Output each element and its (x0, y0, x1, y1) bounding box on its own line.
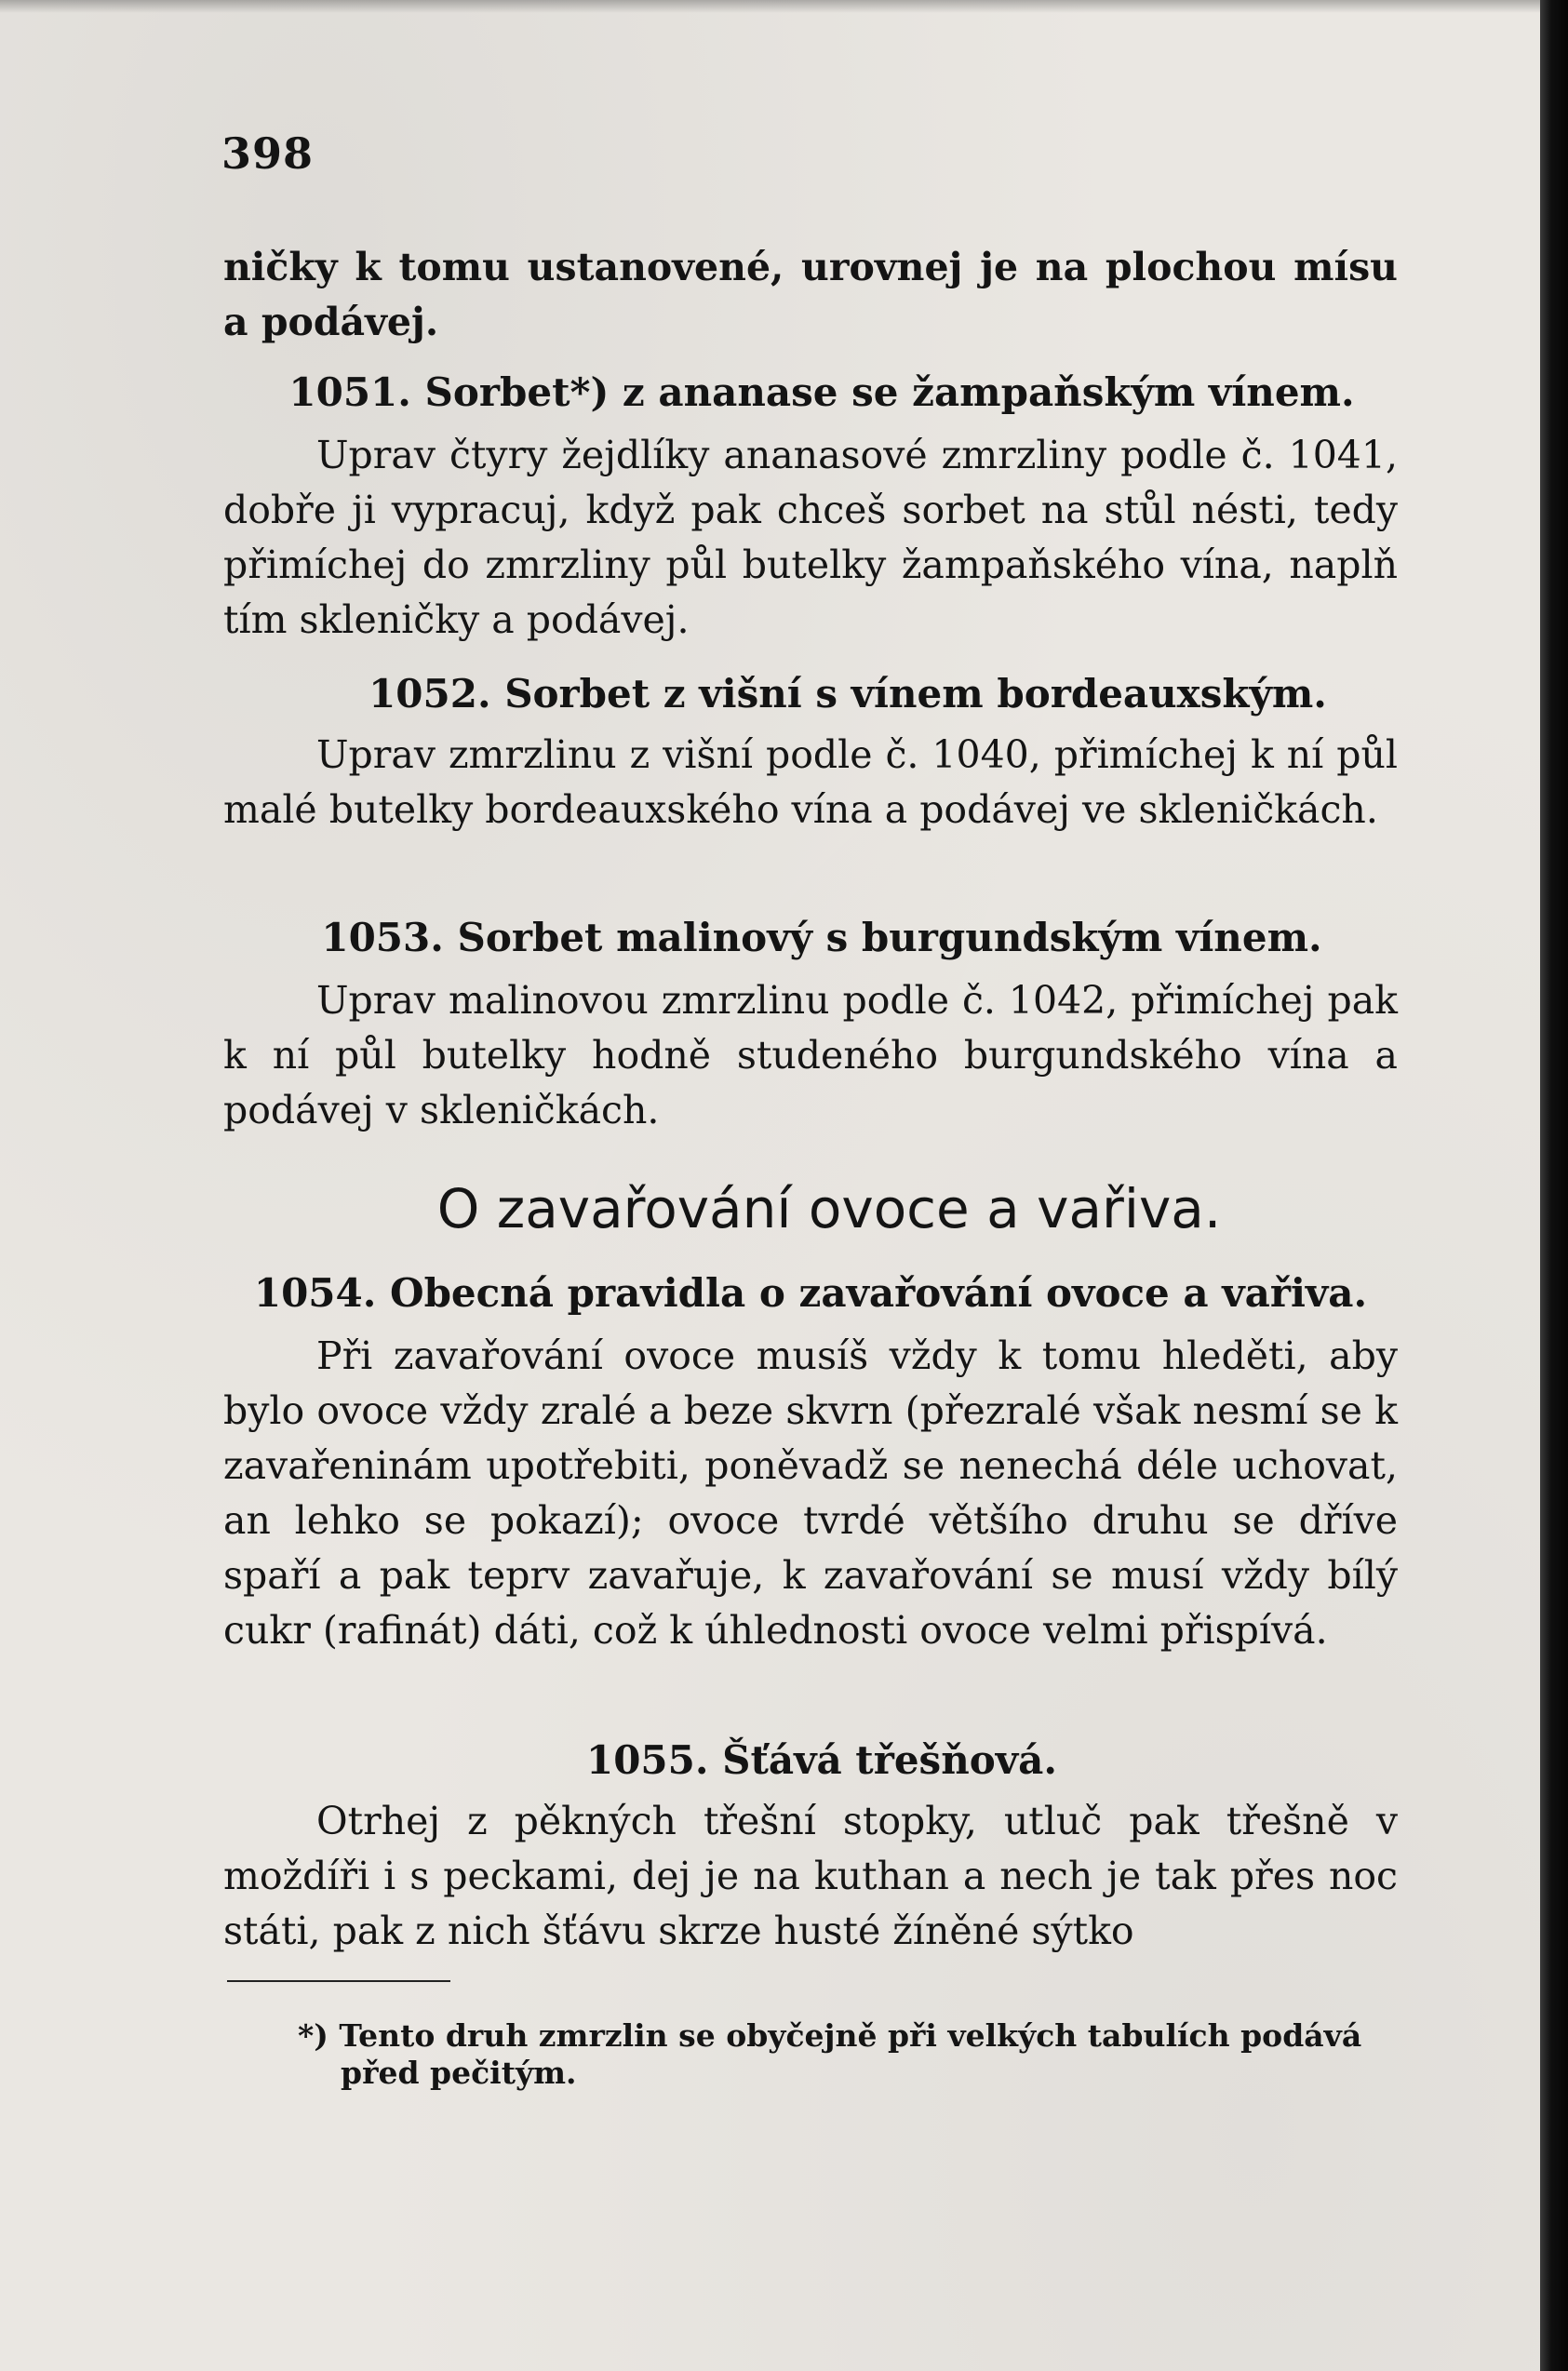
footnote (298, 2017, 1405, 2092)
recipe-heading-1053: 1053. Sorbet malinový s burgundským vínem. (321, 915, 1322, 960)
recipe-body-1053: Uprav malinovou zmrzlinu podle č. 1042, přimíchej pak k ní půl butelky hodně studeného burgundského vína a podávej v skleničkách. (223, 978, 1398, 1132)
paragraph-continuation: ničky k tomu ustanovené, urovnej je na plochou mísu a podávej. (223, 245, 1398, 344)
page-top-shadow (0, 0, 1568, 13)
section-title: O zavařování ovoce a vařiva. (436, 1177, 1222, 1240)
footnote-line-2: před pečitým. (341, 2055, 577, 2091)
recipe-body-1054: Při zavařování ovoce musíš vždy k tomu hleděti, aby bylo ovoce vždy zralé a beze skvrn (přezralé však nesmí se k zavařeninám upotřebiti, poněvadž se nenechá déle uchovat, an lehko se pokazí); ovoce tvrdé většího druhu se dříve spaří a pak teprv zavařuje, k zavařování se musí vždy bílý cukr (rafinát) dáti, což k úhlednosti ovoce velmi přispívá. (223, 1333, 1398, 1653)
recipe-heading-1055: 1055. Šťává třešňová. (585, 1737, 1057, 1783)
recipe-body-1055: Otrhej z pěkných třešní stopky, utluč pak třešně v moždíři i s peckami, dej je na kuthan a nech je tak přes noc státi, pak z nich šťávu skrze husté žíněné sýtko (223, 1799, 1398, 1953)
footnote-line-1: *) Tento druh zmrzlin se obyčejně při velkých tabulích podává (298, 2017, 1362, 2054)
recipe-body-1051: Uprav čtyry žejdlíky ananasové zmrzliny podle č. 1041, dobře ji vypracuj, když pak chceš sorbet na stůl nésti, tedy přimíchej do zmrzliny půl butelky žampaňského vína, naplň tím skleničky a podávej. (223, 433, 1398, 642)
page-number: 398 (221, 128, 315, 179)
recipe-heading-1051: 1051. Sorbet*) z ananase se žampaňským vínem. (288, 369, 1355, 415)
recipe-heading-1052: 1052. Sorbet z višní s vínem bordeauxským. (369, 671, 1327, 717)
recipe-heading-1054: 1054. Obecná pravidla o zavařování ovoce a vařiva. (253, 1270, 1368, 1316)
page-binding-edge (1540, 0, 1568, 2371)
footnote-rule (227, 1980, 450, 1982)
recipe-body-1052: Uprav zmrzlinu z višní podle č. 1040, přimíchej k ní půl malé butelky bordeauxského vína a podávej ve skleničkách. (223, 732, 1398, 832)
